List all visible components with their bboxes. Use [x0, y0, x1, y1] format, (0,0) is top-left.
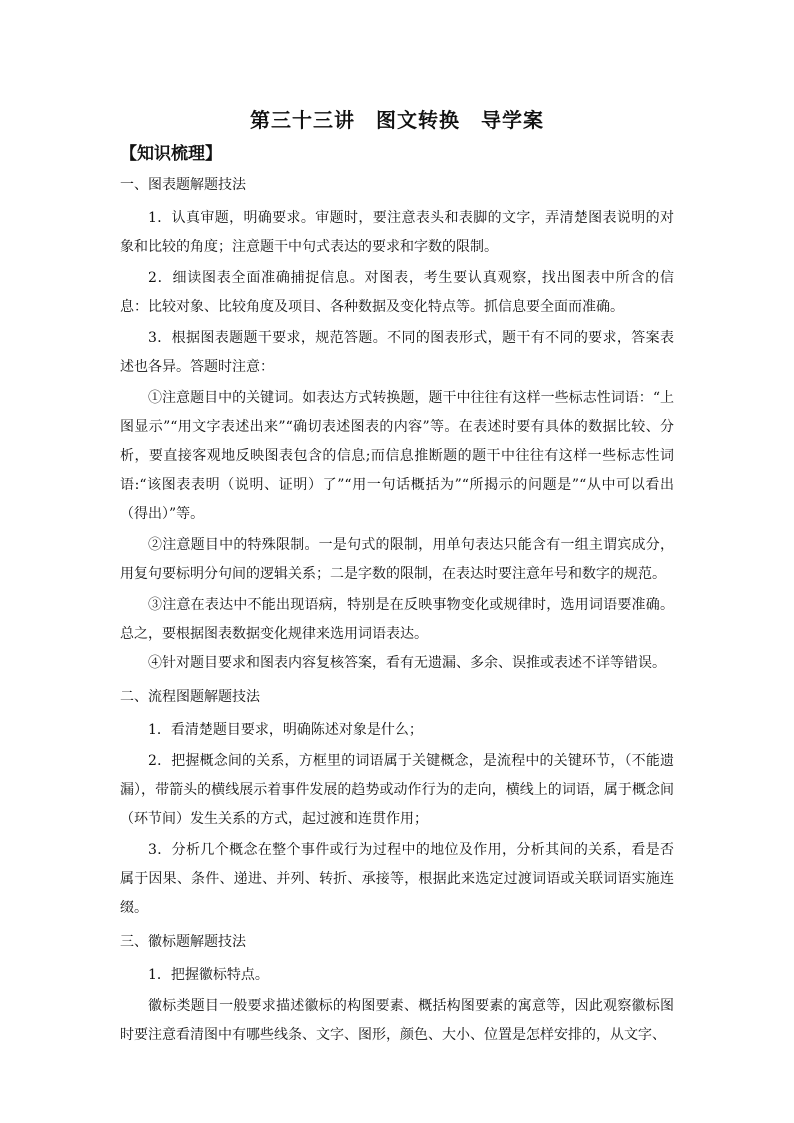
page-title: 第三十三讲 图文转换 导学案 — [250, 108, 544, 132]
paragraph: 1．认真审题，明确要求。审题时，要注意表头和表脚的文字，弄清楚图表说明的对象和比较的角度；注意题干中句式表达的要求和字数的限制。 — [120, 210, 674, 255]
paragraph: 1．把握徽标特点。 — [148, 967, 269, 983]
part1-heading: 一、图表题解题技法 — [120, 177, 246, 193]
part2-heading: 二、流程图题解题技法 — [120, 689, 260, 705]
paragraph: 徽标类题目一般要求描述徽标的构图要素、概括构图要素的寓意等，因此观察徽标图时要注意看清图中有哪些线条、文字、图形，颜色、大小、位置是怎样安排的，从文字、 — [120, 998, 674, 1043]
section-heading: 【知识梳理】 — [120, 144, 222, 164]
paragraph: ②注意题目中的特殊限制。一是句式的限制，用单句表达只能含有一组主谓宾成分，用复句要标明分句间的逻辑关系；二是字数的限制，在表达时要注意年号和数字的规范。 — [120, 537, 674, 582]
paragraph: ③注意在表达中不能出现语病，特别是在反映事物变化或规律时，选用词语要准确。总之，要根据图表数据变化规律来选用词语表达。 — [120, 597, 674, 642]
paragraph: 2．细读图表全面准确捕捉信息。对图表，考生要认真观察，找出图表中所含的信息：比较对象、比较角度及项目、各种数据及变化特点等。抓信息要全面而准确。 — [120, 270, 674, 315]
paragraph: 3．根据图表题题干要求，规范答题。不同的图表形式，题干有不同的要求，答案表述也各异。答题时注意： — [120, 330, 674, 375]
paragraph: 2．把握概念间的关系，方框里的词语属于关键概念，是流程中的关键环节，（不能遗漏），带箭头的横线展示着事件发展的趋势或动作行为的走向，横线上的词语，属于概念间（环节间）发生关系的方式，起过渡和连贯作用； — [120, 753, 674, 827]
paragraph: ④针对题目要求和图表内容复核答案，看有无遗漏、多余、误推或表述不详等错误。 — [148, 655, 666, 671]
part3-heading: 三、徽标题解题技法 — [120, 934, 246, 950]
paragraph: ①注意题目中的关键词。如表达方式转换题，题干中往往有这样一些标志性词语：“上图显示”“用文字表述出来”“确切表述图表的内容”等。在表述时要有具体的数据比较、分析，要直接客观地反映图表包含的信息;而信息推断题的题干中往往有这样一些标志性词语:“该图表表明（说明、证明）了”“用一句话概括为”“所揭示的问题是”“从中可以看出（得出）”等。 — [120, 390, 674, 522]
paragraph: 1．看清楚题目要求，明确陈述对象是什么； — [148, 722, 423, 738]
paragraph: 3．分析几个概念在整个事件或行为过程中的地位及作用，分析其间的关系，看是否属于因果、条件、递进、并列、转折、承接等，根据此来选定过渡词语或关联词语实施连缀。 — [120, 842, 674, 916]
